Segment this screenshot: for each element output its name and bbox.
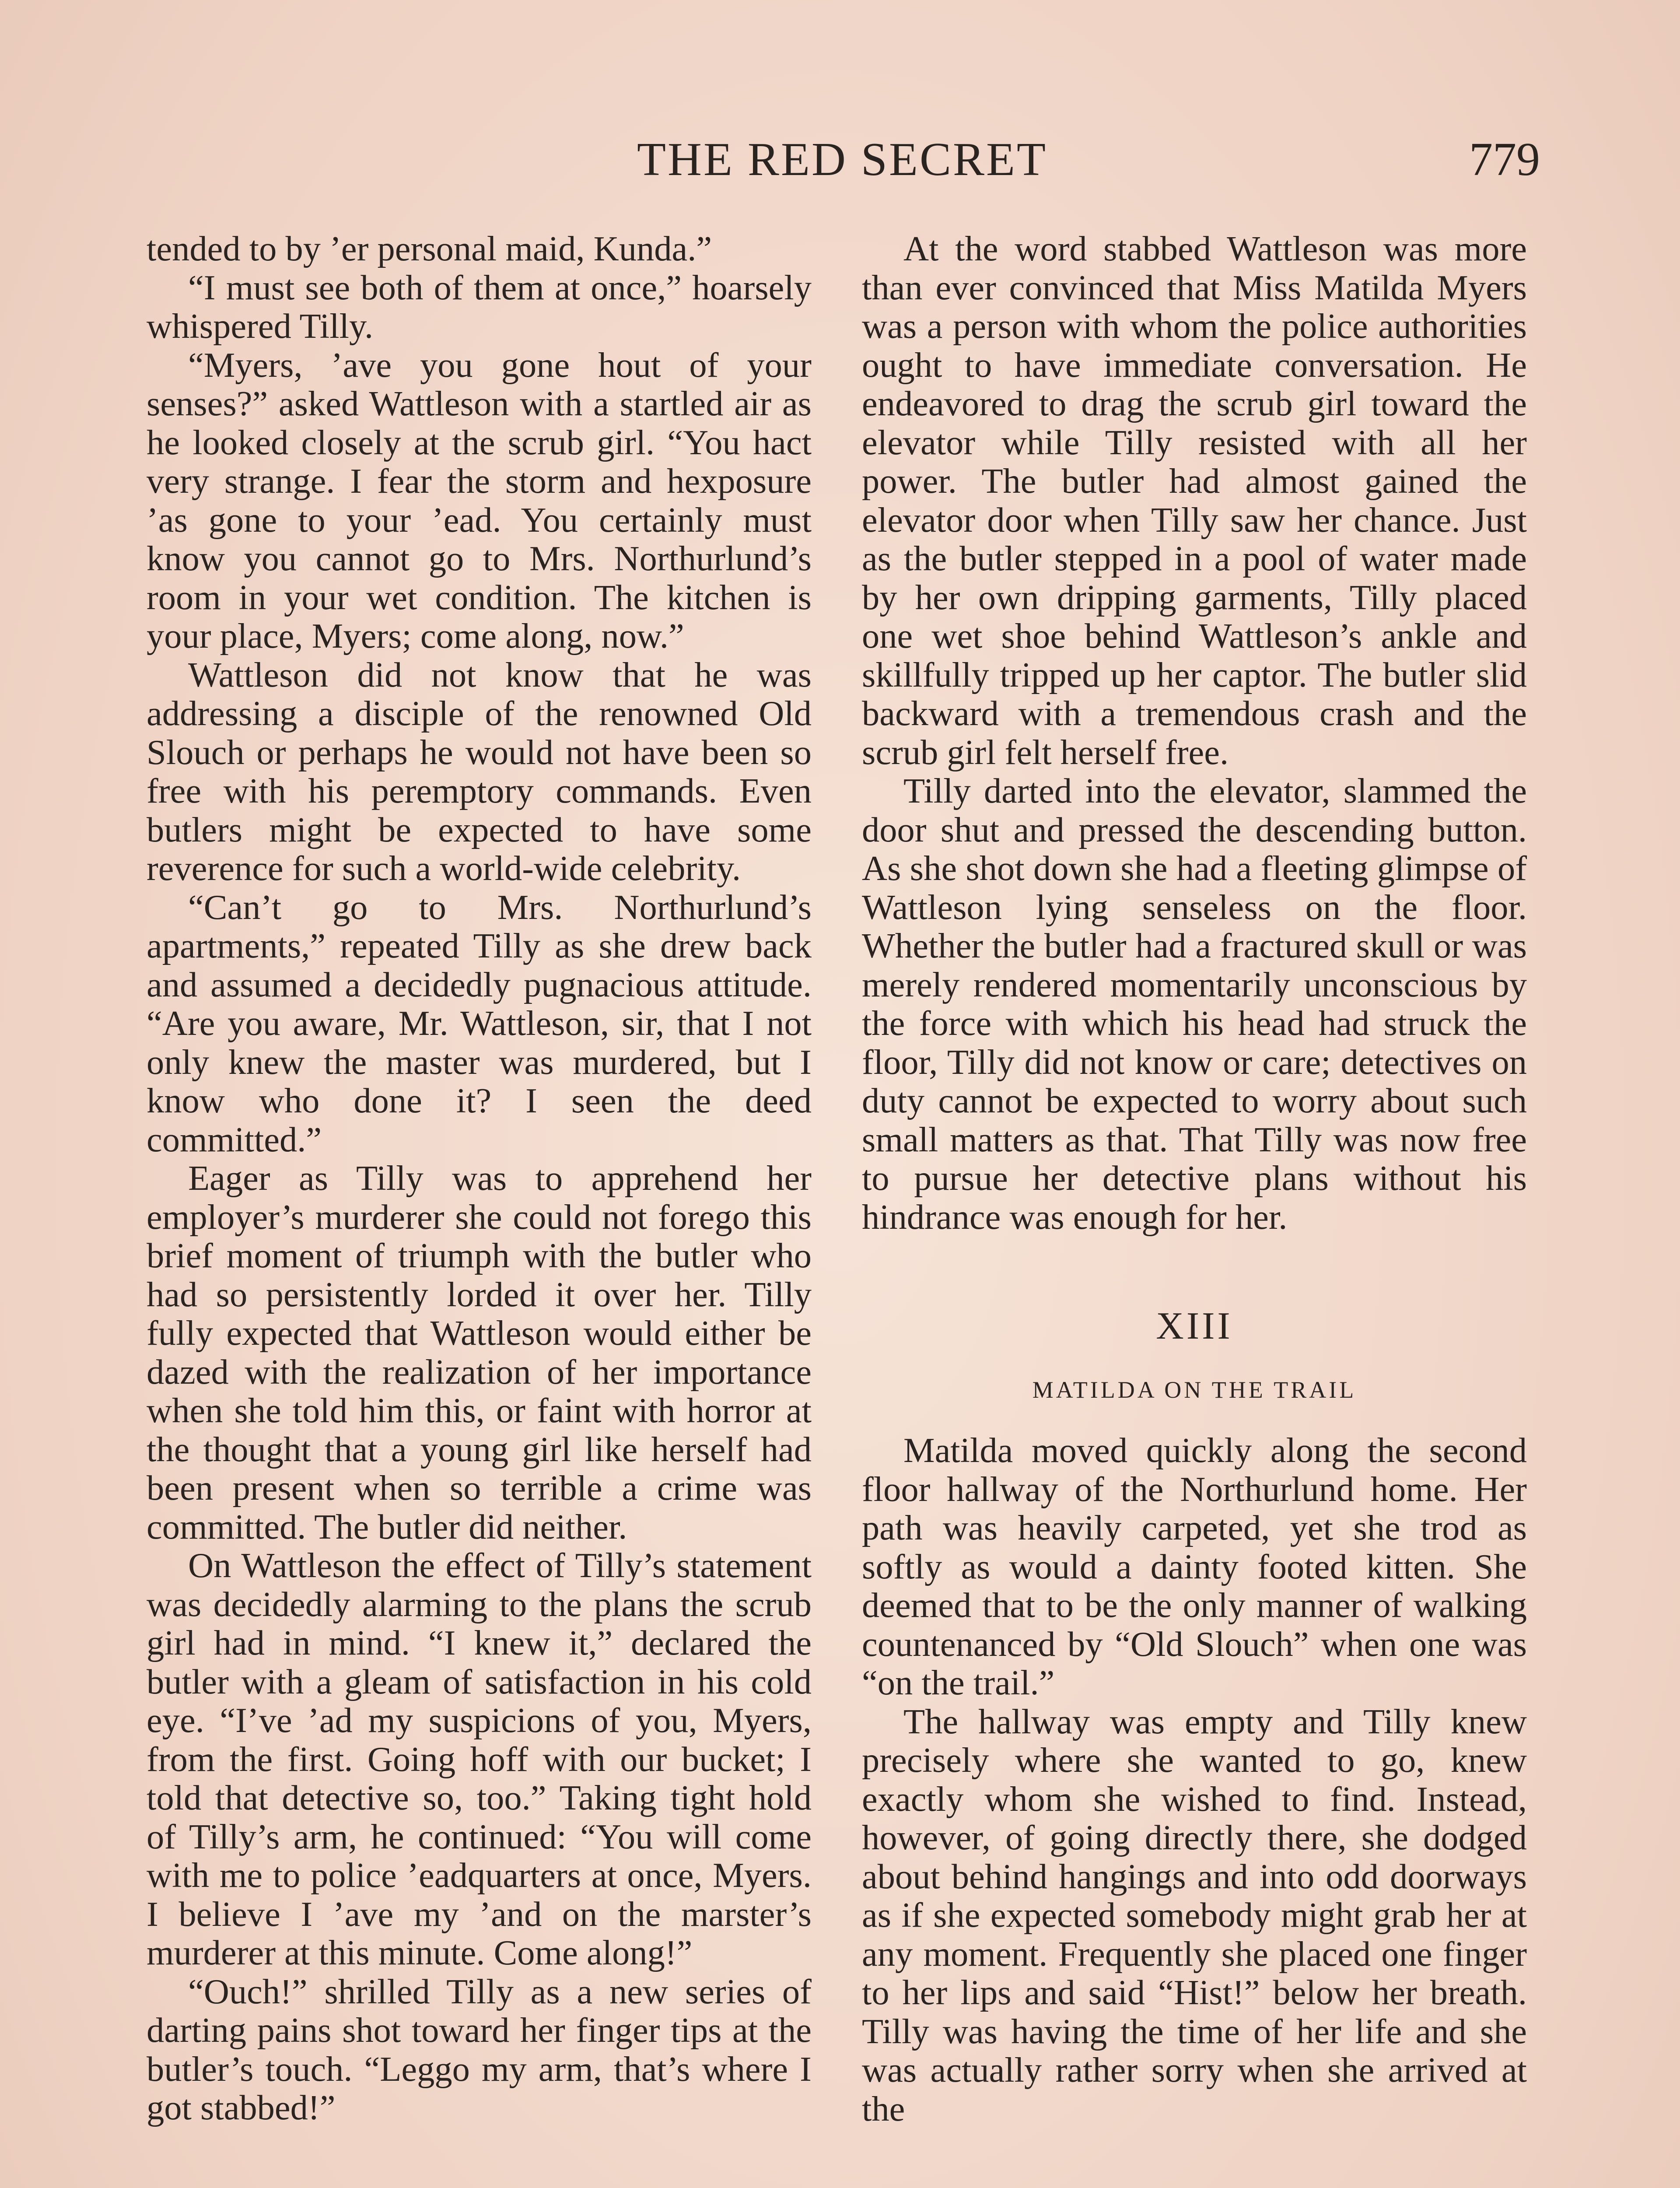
paragraph: On Wattleson the effect of Tilly’s statement was decidedly alarming to the plans the scrub girl had in mind. “I knew it,” declared the butler with a gleam of satisfaction in his cold eye. “I’ve ’ad my suspicions of you, Myers, from the first. Going hoff with our bucket; I told that detective so, too.” Taking tight hold of Tilly’s arm, he continued: “You will come with me to police ’eadquarters at once, Myers. I believe I ’ave my ’and on the marster’s murderer at this minute. Come along!”: [147, 1546, 812, 1972]
left-column: [147, 230, 812, 2128]
paragraph: “I must see both of them at once,” hoarsely whispered Tilly.: [147, 268, 812, 346]
paragraph: At the word stabbed Wattleson was more than ever convinced that Miss Matilda Myers was a person with whom the police authorities ought to have immediate conversation. He endeavored to drag the scrub girl toward the elevator while Tilly resisted with all her power. The butler had almost gained the elevator door when Tilly saw her chance. Just as the butler stepped in a pool of water made by her own dripping garments, Tilly placed one wet shoe behind Wattleson’s ankle and skillfully tripped up her captor. The butler slid backward with a tremendous crash and the scrub girl felt herself free.: [862, 229, 1527, 772]
paragraph: Tilly darted into the elevator, slammed the door shut and pressed the descending button. As she shot down she had a fleeting glimpse of Wattleson lying senseless on the floor. Whether the butler had a fractured skull or was merely rendered momentarily unconscious by the force with which his head had struck the floor, Tilly did not know or care; detectives on duty cannot be expected to worry about such small matters as that. That Tilly was now free to pursue her detective plans without his hindrance was enough for her.: [862, 771, 1527, 1237]
paragraph: Wattleson did not know that he was addressing a disciple of the renowned Old Slouch or perhaps he would not have been so free with his peremptory commands. Even butlers might be expected to have some reverence for such a world-wide celebrity.: [147, 655, 812, 888]
right-column: [862, 230, 1527, 2128]
paragraph: Matilda moved quickly along the second floor hallway of the Northurlund home. Her path was heavily carpeted, yet she trod as softly as would a dainty footed kitten. She deemed that to be the only manner of walking countenanced by “Old Slouch” when one was “on the trail.”: [862, 1431, 1527, 1702]
paragraph: “Can’t go to Mrs. Northurlund’s apartments,” repeated Tilly as she drew back and assumed a decidedly pugnacious attitude. “Are you aware, Mr. Wattleson, sir, that I not only knew the master was murdered, but I know who done it? I seen the deed committed.”: [147, 887, 812, 1159]
paragraph: “Ouch!” shrilled Tilly as a new series of darting pains shot toward her finger tips at the butler’s touch. “Leggo my arm, that’s where I got stabbed!”: [147, 1972, 812, 2127]
running-title: THE RED SECRET: [637, 133, 1047, 186]
paragraph: Eager as Tilly was to apprehend her employer’s murderer she could not forego this brief moment of triumph with the butler who had so persistently lorded it over her. Tilly fully expected that Wattleson would either be dazed with the realization of her importance when she told him this, or faint with horror at the thought that a young girl like herself had been present when so terrible a crime was committed. The butler did neither.: [147, 1159, 812, 1546]
paragraph: “Myers, ’ave you gone hout of your senses?” asked Wattleson with a startled air as he looked closely at the scrub girl. “You hact very strange. I fear the storm and hexposure ’as gone to your ’ead. You certainly must know you cannot go to Mrs. Northurlund’s room in your wet condition. The kitchen is your place, Myers; come along, now.”: [147, 345, 812, 656]
paragraph: tended to by ’er personal maid, Kunda.”: [147, 229, 712, 268]
running-head: [144, 131, 1540, 188]
chapter-number: XIII: [1156, 1305, 1233, 1347]
chapter-title: MATILDA ON THE TRAIL: [1032, 1377, 1357, 1403]
page-number: 779: [1469, 133, 1540, 186]
paragraph: The hallway was empty and Tilly knew precisely where she wanted to go, knew exactly whom she wished to find. Instead, however, of going directly there, she dodged about behind hangings and into odd doorways as if she expected somebody might grab her at any moment. Frequently she placed one finger to her lips and said “Hist!” below her breath. Tilly was having the time of her life and she was actually rather sorry when she arrived at the: [862, 1702, 1527, 2128]
